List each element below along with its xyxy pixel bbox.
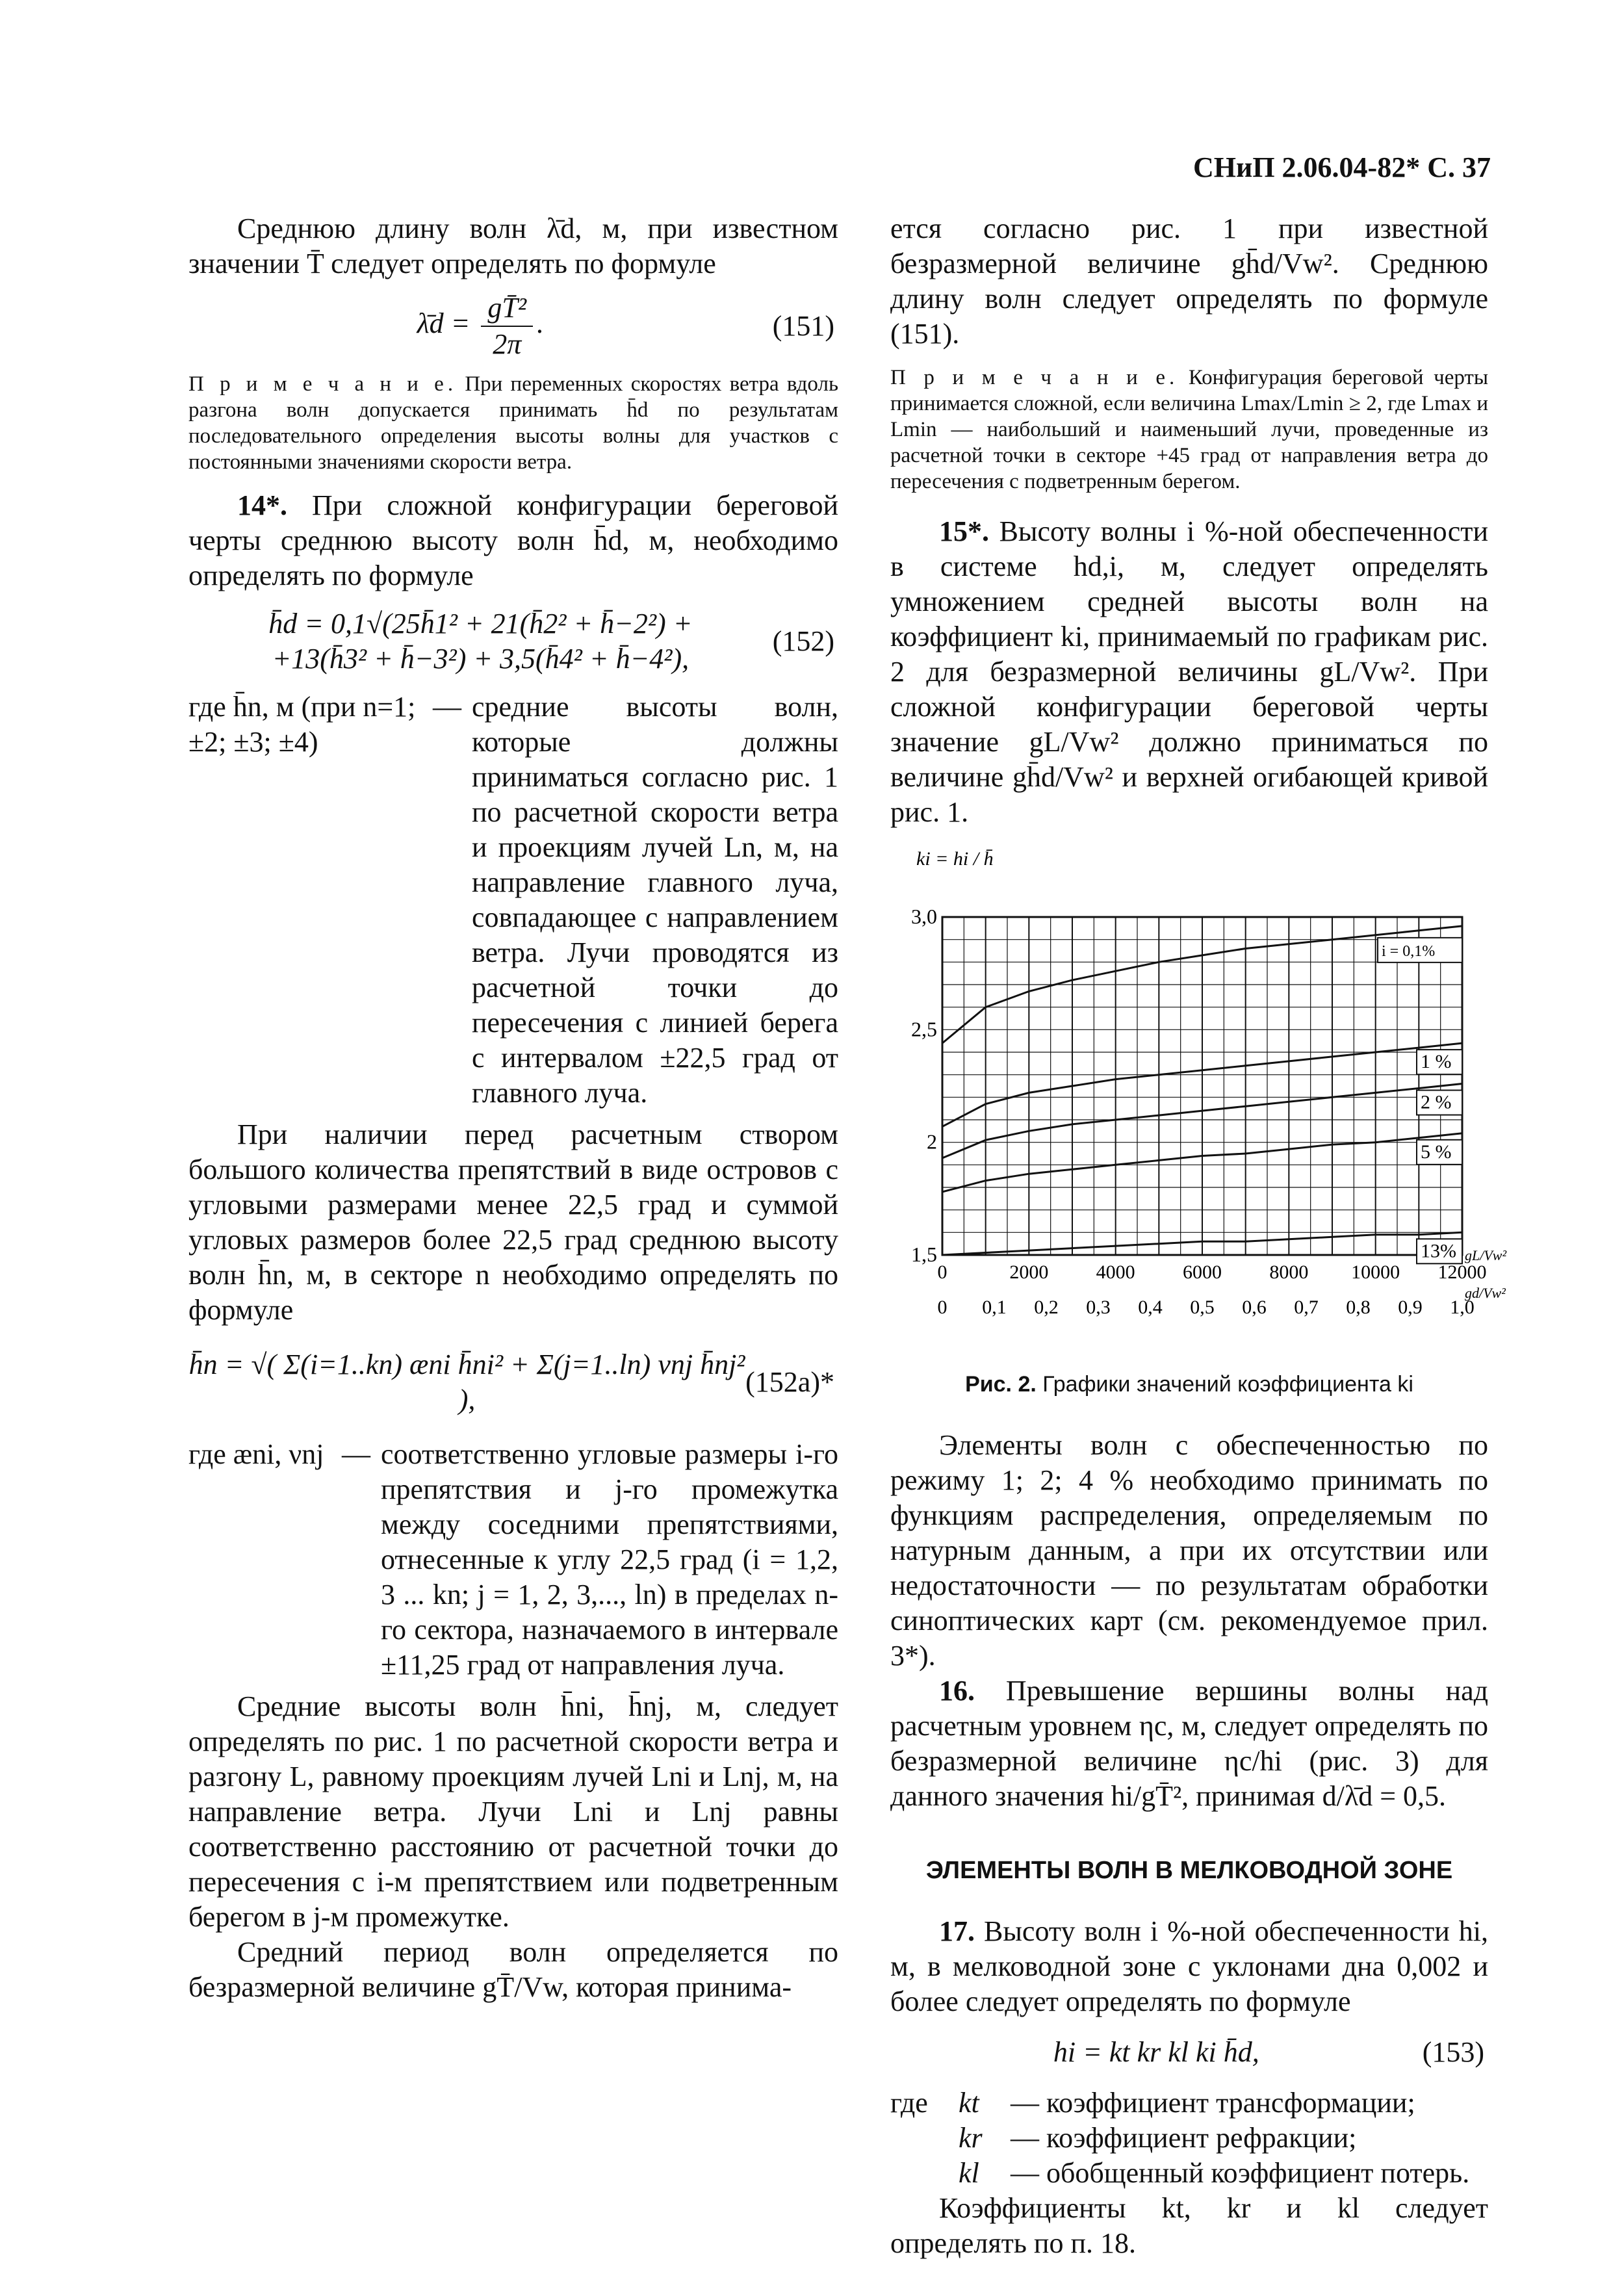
definition-lead	[890, 2121, 959, 2156]
where-2-dash: —	[342, 1438, 370, 1470]
formula-152-line2: +13(h̄3² + h̄−3²) + 3,5(h̄4² + h̄−4²),	[272, 643, 690, 675]
x-bottom-tick-label: 0,5	[1190, 1297, 1215, 1318]
paragraph-elements: Элементы волн с обеспеченностью по режиму 1; 2; 4 % необходимо принимать по функциям распределения, определяемым по натурным данным, а при их отсутствии или недостаточности — по результатам обработки синоптических карт (см. рекомендуемое прил. 3*).	[890, 1429, 1488, 1672]
formula-151-tail: .	[537, 307, 545, 340]
where-block-1	[188, 690, 838, 1111]
formula-153	[890, 2035, 1488, 2070]
formula-152-number: (152)	[772, 625, 834, 657]
paragraph-17	[890, 1914, 1488, 2019]
formula-152-expr	[188, 606, 773, 677]
x-bottom-tick-label: 0,3	[1086, 1297, 1111, 1318]
x-bottom-axis-label: gd/Vw²	[1465, 1285, 1506, 1301]
chart-ylabel: ki = hi / h̄	[916, 848, 994, 870]
x-bottom-tick-label: 0,2	[1034, 1297, 1059, 1318]
paragraph-mean-period: Средний период волн определяется по безразмерной величине gT̄/Vw, которая принима-	[188, 1936, 838, 2003]
figure-caption-number: Рис. 2.	[965, 1372, 1037, 1397]
paragraph-16-text: Превышение вершины волны над расчетным уровнем ηc, м, следует определять по безразмерной величине ηc/hi (рис. 3) для данного значения hi/gT̄², принимая d/λ̄d = 0,5.	[890, 1675, 1488, 1812]
x-bottom-tick-label: 0	[937, 1297, 947, 1318]
y-tick-label: 2,5	[911, 1017, 937, 1041]
formula-152-line1: h̄d = 0,1√(25h̄1² + 21(h̄2² + h̄−2²) +	[268, 608, 693, 640]
chart-labels	[911, 905, 1506, 1318]
where-block-2	[188, 1437, 838, 1683]
definition-row	[890, 2156, 1488, 2191]
formula-153-expr: hi = kt kr kl ki h̄d,	[1053, 2036, 1259, 2068]
x-bottom-tick-label: 0,6	[1242, 1297, 1267, 1318]
y-tick-label: 2	[927, 1130, 937, 1154]
series-label: 5 %	[1421, 1141, 1452, 1163]
note-2	[890, 365, 1488, 495]
paragraph-15	[890, 514, 1488, 830]
paragraph-14	[188, 488, 838, 593]
y-tick-label: 1,5	[911, 1243, 937, 1266]
definition-lead: где	[890, 2087, 928, 2119]
x-top-tick-label: 10000	[1351, 1261, 1400, 1283]
x-top-tick-label: 12000	[1437, 1261, 1487, 1283]
paragraph-15-number: 15*.	[939, 515, 989, 547]
series-label: 1 %	[1421, 1051, 1452, 1073]
x-top-tick-label: 0	[937, 1261, 947, 1283]
x-top-tick-label: 4000	[1096, 1261, 1135, 1283]
chart-ki	[890, 839, 1507, 1359]
x-top-tick-label: 8000	[1269, 1261, 1309, 1283]
paragraph-obstacles: При наличии перед расчетным створом большого количества препятствий в виде островов с угловыми размерами менее 22,5 град и суммой угловых размеров более 22,5 град среднюю высоту волн h̄n, м, в секторе n необходимо определять по формуле	[188, 1118, 838, 1326]
series-label: 2 %	[1421, 1091, 1452, 1113]
paragraph-coefficients: Коэффициенты kt, kr и kl следует определять по п. 18.	[890, 2192, 1488, 2259]
formula-152a	[188, 1347, 838, 1417]
paragraph-14-text: При сложной конфигурации береговой черты среднюю высоту волн h̄d, м, необходимо определять по формуле	[188, 489, 838, 591]
definition-text: — коэффициент трансформации;	[1011, 2087, 1415, 2119]
section-title: ЭЛЕМЕНТЫ ВОЛН В МЕЛКОВОДНОЙ ЗОНЕ	[925, 1857, 1453, 1884]
definitions-list	[890, 2086, 1488, 2191]
formula-151-fraction	[481, 291, 533, 362]
x-bottom-tick-label: 1,0	[1450, 1297, 1475, 1318]
where-2-label: где æni, νnj	[188, 1438, 324, 1470]
where-1-text: средние высоты волн, которые должны приниматься согласно рис. 1 по расчетной скорости ветра и проекциям лучей Ln, м, на направление главного луча, совпадающее с направлением ветра. Лучи проводятся из расчетной точки до пересечения с линией берега с интервалом ±22,5 град от главного луча.	[472, 691, 838, 1109]
definition-lead	[890, 2156, 959, 2191]
series-label: 13%	[1421, 1240, 1456, 1262]
formula-151-num: gT̄²	[481, 291, 533, 327]
note-2-text: Конфигурация береговой черты принимается сложной, если величина Lmax/Lmin ≥ 2, где Lmax и Lmin — наибольший и наименьший лучи, проведенные из расчетной точки в секторе +45 град от направления ветра до пересечения с подветренным берегом.	[890, 366, 1489, 493]
definition-row	[890, 2121, 1488, 2156]
paragraph-17-number: 17.	[939, 1915, 975, 1947]
figure-caption-text: Графики значений коэффициента ki	[1036, 1372, 1413, 1397]
definition-text: — обобщенный коэффициент потерь.	[1011, 2157, 1470, 2189]
formula-151-number: (151)	[772, 310, 834, 342]
definition-symbol: kl	[959, 2157, 979, 2189]
x-top-axis-label: gL/Vw²	[1465, 1247, 1507, 1263]
series-label: i = 0,1%	[1382, 942, 1436, 960]
paragraph-16-number: 16.	[939, 1675, 975, 1707]
where-1-label: где h̄n, м (при n=1; ±2; ±3; ±4)	[188, 691, 416, 758]
x-top-tick-label: 2000	[1009, 1261, 1049, 1283]
paragraph-continued: ется согласно рис. 1 при известной безразмерной величине gh̄d/Vw². Среднюю длину волн следует определять по формуле (151).	[890, 213, 1488, 350]
x-top-tick-label: 6000	[1183, 1261, 1222, 1283]
formula-151-lhs: λ̄d =	[417, 307, 470, 340]
left-column	[188, 211, 838, 2005]
formula-152a-number: (152a)*	[745, 1366, 834, 1398]
x-bottom-tick-label: 0,8	[1346, 1297, 1371, 1318]
paragraph-15-text: Высоту волны i %-ной обеспеченности в системе hd,i, м, следует определять умножением средней высоты волн на коэффициент ki, принимаемый по графикам рис. 2 для безразмерной величины gL/Vw². При сложной конфигурации береговой черты значение gL/Vw² должно приниматься по величине gh̄d/Vw² и верхней огибающей кривой рис. 1.	[890, 515, 1488, 828]
x-bottom-tick-label: 0,9	[1398, 1297, 1423, 1318]
definition-symbol: kt	[959, 2087, 979, 2119]
paragraph-14-number: 14*.	[237, 489, 287, 521]
formula-152	[188, 606, 838, 677]
definition-symbol: kr	[959, 2122, 983, 2154]
page-header: СНиП 2.06.04-82* С. 37	[1192, 151, 1491, 183]
paragraph-17-text: Высоту волн i %-ной обеспеченности hi, м, в мелководной зоне с уклонами дна 0,002 и более следует определять по формуле	[890, 1915, 1488, 2017]
x-bottom-tick-label: 0,7	[1294, 1297, 1319, 1318]
note-1	[188, 371, 838, 475]
right-column	[890, 211, 1507, 2261]
x-bottom-tick-label: 0,1	[982, 1297, 1007, 1318]
formula-151	[188, 291, 838, 362]
formula-151-den: 2π	[493, 328, 522, 360]
figure-caption	[890, 1367, 1488, 1402]
x-bottom-tick-label: 0,4	[1138, 1297, 1163, 1318]
paragraph-16	[890, 1673, 1488, 1814]
note-2-label: П р и м е ч а н и е.	[890, 366, 1179, 389]
paragraph-mean-heights: Средние высоты волн h̄ni, h̄nj, м, следует определять по рис. 1 по расчетной скорости ветра и разгону L, равному проекциям лучей Lni и Lnj, м, на направление ветра. Лучи Lni и Lnj равны соответственно расстоянию от расчетной точки до пересечения с i-м препятствием или подветренным берегом в j-м промежутке.	[188, 1690, 839, 1933]
definition-row	[890, 2086, 1488, 2121]
definition-text: — коэффициент рефракции;	[1011, 2122, 1357, 2154]
note-1-label: П р и м е ч а н и е.	[188, 372, 458, 396]
note-1-text: При переменных скоростях ветра вдоль разгона волн допускается принимать h̄d по результатам последовательного определения высоты волны для участков с постоянными значениями скорости ветра.	[188, 372, 839, 474]
formula-151-expr	[188, 291, 773, 362]
formula-153-number: (153)	[1422, 2036, 1484, 2068]
paragraph-mean-length: Среднюю длину волн λ̄d, м, при известном значении T̄ следует определять по формуле	[188, 213, 838, 279]
formula-152a-expr: h̄n = √( Σ(i=1..kn) æni h̄ni² + Σ(j=1..ln) νnj h̄nj² ),	[188, 1349, 745, 1415]
y-tick-label: 3,0	[911, 905, 937, 928]
where-2-text: соответственно угловые размеры i-го препятствия и j-го промежутка между соседними препятствиями, отнесенные к углу 22,5 град (i = 1,2, 3 ... kn; j = 1, 2, 3,..., ln) в пределах n-го сектора, назначаемого в интервале ±11,25 град от направления луча.	[381, 1438, 838, 1681]
where-1-dash: —	[433, 691, 461, 723]
chart-grid	[942, 917, 1462, 1255]
